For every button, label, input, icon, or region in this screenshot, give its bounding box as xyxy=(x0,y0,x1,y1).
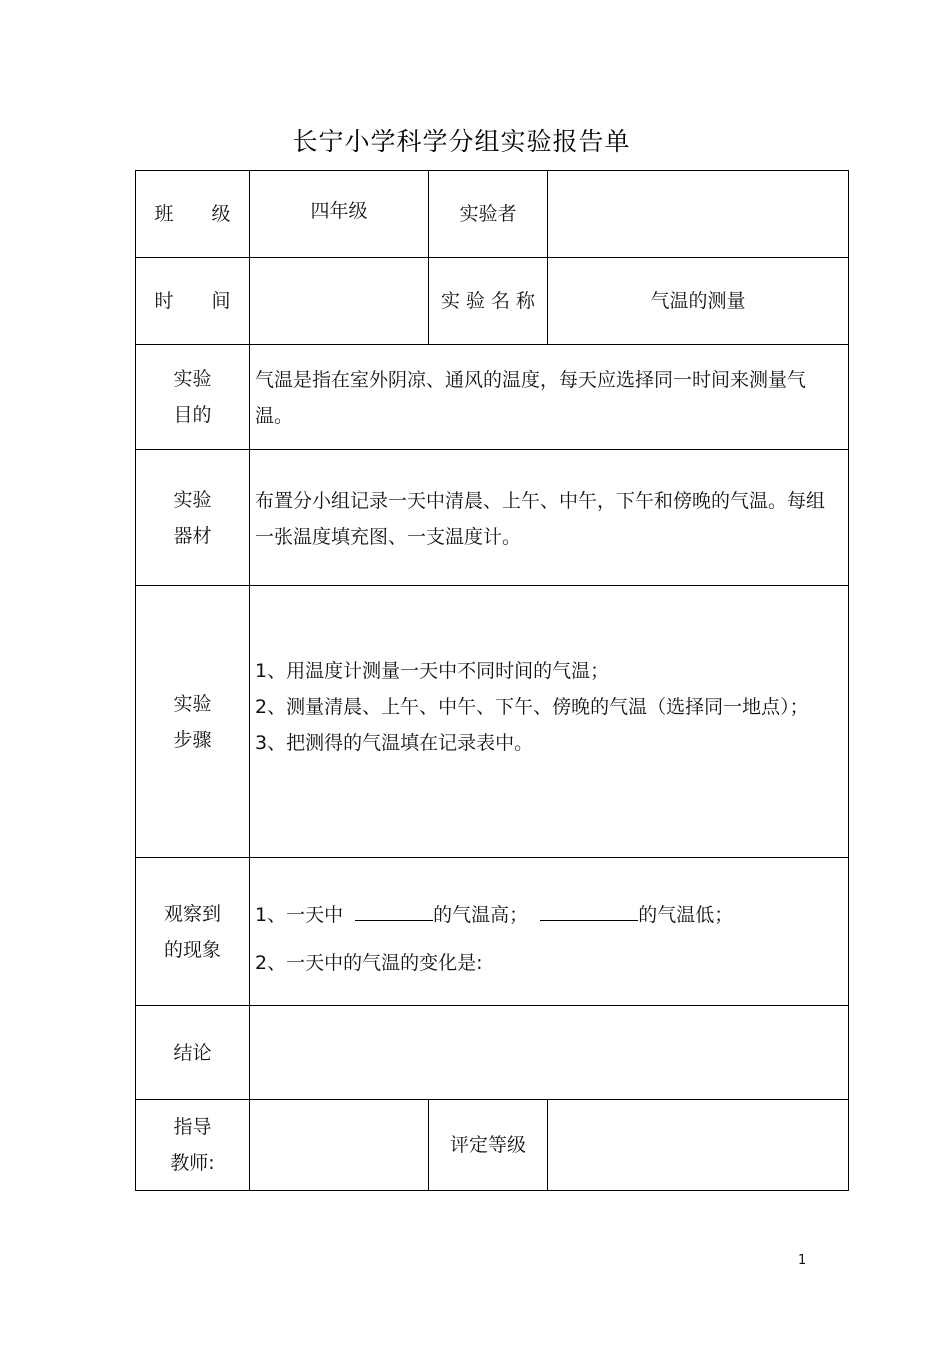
step-item: 1、用温度计测量一天中不同时间的气温； xyxy=(255,660,610,682)
border-right xyxy=(848,170,849,1191)
observation-prefix: 1、一天中 xyxy=(255,904,344,926)
steps-list xyxy=(255,653,835,761)
observation-content xyxy=(255,891,835,987)
time-label: 时 间 xyxy=(154,290,231,312)
steps-label: 实验 步骤 xyxy=(173,692,212,751)
materials-text: 布置分小组记录一天中清晨、上午、中午，下午和傍晚的气温。每组一张温度填充图、一支温度计。 xyxy=(255,490,826,548)
observation-label: 观察到 的现象 xyxy=(163,902,221,961)
purpose-text: 气温是指在室外阴凉、通风的温度，每天应选择同一时间来测量气温。 xyxy=(255,369,807,427)
observation-line-2: 2、一天中的气温的变化是: xyxy=(255,952,483,974)
high-temp-blank[interactable] xyxy=(355,898,433,921)
page-title: 长宁小学科学分组实验报告单 xyxy=(292,127,631,156)
border-bottom xyxy=(135,1190,849,1191)
low-temp-blank[interactable] xyxy=(540,898,638,921)
step-item: 3、把测得的气温填在记录表中。 xyxy=(255,732,534,754)
grade-label: 评定等级 xyxy=(449,1134,526,1156)
step-item: 2、测量清晨、上午、中午、下午、傍晚的气温（选择同一地点）； xyxy=(255,696,809,718)
teacher-value[interactable] xyxy=(250,1100,428,1190)
purpose-label: 实验 目的 xyxy=(173,368,212,426)
observation-line-1 xyxy=(255,891,829,939)
grade-value[interactable] xyxy=(548,1100,848,1190)
observation-mid: 的气温高； xyxy=(433,904,529,926)
page-number: 1 xyxy=(798,1253,807,1268)
class-value[interactable]: 四年级 xyxy=(310,200,368,222)
class-label: 班 级 xyxy=(154,203,231,225)
conclusion-label: 结论 xyxy=(173,1041,212,1064)
experiment-name-label: 实 验 名 称 xyxy=(440,290,536,312)
materials-label: 实验 器材 xyxy=(173,488,212,547)
experimenter-value[interactable] xyxy=(548,171,848,257)
time-value[interactable] xyxy=(250,258,428,344)
report-form xyxy=(135,170,849,1191)
observation-suffix: 的气温低； xyxy=(638,904,734,926)
conclusion-value[interactable] xyxy=(250,1006,848,1099)
teacher-label: 指导 教师: xyxy=(170,1116,215,1174)
experiment-name-value[interactable]: 气温的测量 xyxy=(650,290,746,312)
experimenter-label: 实验者 xyxy=(459,203,517,225)
